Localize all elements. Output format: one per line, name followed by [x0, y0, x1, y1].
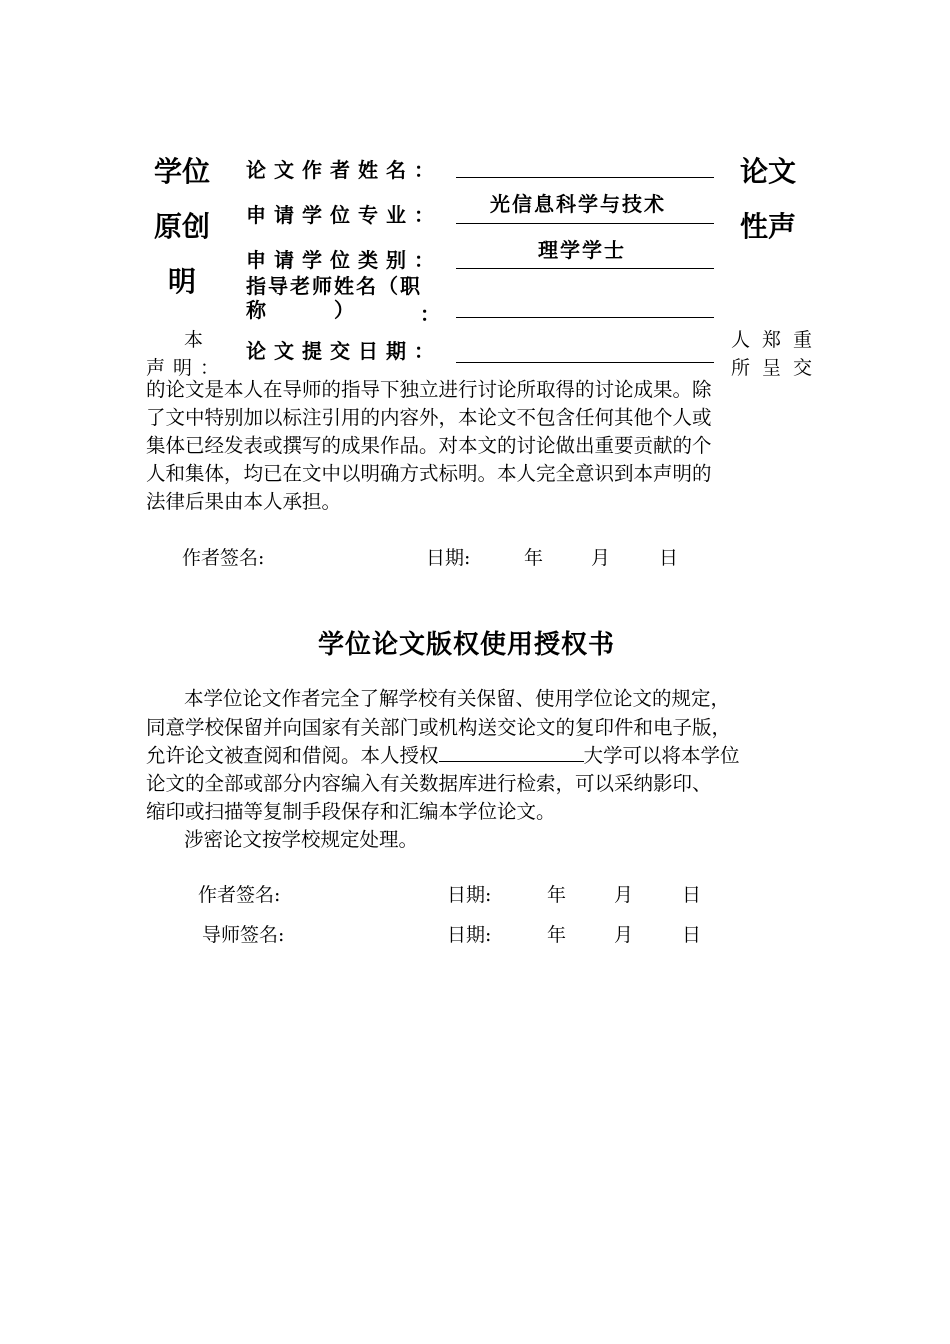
side-right-top: 人郑重	[731, 329, 825, 351]
authorization-line-1: 本学位论文作者完全了解学校有关保留、使用学位论文的规定，	[184, 687, 731, 710]
authorization-line-2: 同意学校保留并向国家有关部门或机构送交论文的复印件和电子版，	[146, 716, 732, 739]
heading-right-2: 性声	[740, 210, 797, 243]
heading-left-2: 原创	[154, 210, 211, 243]
heading-right-1: 论文	[740, 155, 797, 188]
authorization-line-5: 缩印或扫描等复制手段保存和汇编本学位论文。	[146, 800, 556, 823]
submit-date-label: 论文提交日期：	[246, 339, 442, 363]
declaration-line-2: 了文中特别加以标注引用的内容外，本论文不包含任何其他个人或	[146, 406, 712, 429]
degree-type-value: 理学学士	[538, 238, 626, 262]
advisor-label-line2b: ）	[334, 298, 356, 322]
declaration-line-5: 法律后果由本人承担。	[146, 490, 342, 513]
authorization-line-3-before: 允许论文被查阅和借阅。本人授权	[146, 744, 439, 767]
auth-author-year-label: 年	[547, 884, 567, 906]
advisor-label-line1: 指导老师姓名（职	[246, 274, 422, 298]
declaration-date-label: 日期:	[426, 547, 471, 569]
major-value: 光信息科学与技术	[490, 192, 666, 216]
auth-author-signature-label: 作者签名:	[198, 884, 281, 906]
degree-type-label: 申请学位类别：	[246, 248, 442, 272]
advisor-label-line2c: ：	[420, 302, 442, 326]
side-left-top: 本	[184, 329, 216, 351]
heading-left-3: 明	[168, 265, 197, 298]
auth-advisor-month-label: 月	[614, 924, 634, 946]
major-label: 申请学位专业：	[246, 203, 442, 227]
declaration-line-1: 的论文是本人在导师的指导下独立进行讨论所取得的讨论成果。除	[146, 378, 712, 401]
auth-advisor-date-label: 日期:	[447, 924, 492, 946]
author-name-line	[456, 177, 714, 178]
university-name-blank	[439, 743, 584, 762]
heading-left-1: 学位	[154, 155, 211, 188]
auth-advisor-signature-label: 导师签名:	[202, 924, 285, 946]
advisor-line	[456, 317, 714, 318]
side-left-bottom: 声明：	[146, 357, 228, 379]
authorization-line-3-after: 大学可以将本学位	[583, 744, 740, 767]
declaration-day-label: 日	[659, 547, 679, 569]
declaration-year-label: 年	[524, 547, 544, 569]
degree-type-line	[456, 268, 714, 269]
declaration-line-3: 集体已经发表或撰写的成果作品。对本文的讨论做出重要贡献的个	[146, 434, 712, 457]
advisor-label-line2a: 称	[246, 298, 268, 322]
authorization-line-3	[146, 741, 740, 771]
declaration-line-4: 人和集体，均已在文中以明确方式标明。本人完全意识到本声明的	[146, 462, 712, 485]
author-name-label: 论文作者姓名：	[246, 158, 442, 182]
side-right-bottom: 所呈交	[731, 357, 825, 379]
auth-advisor-year-label: 年	[547, 924, 567, 946]
auth-author-month-label: 月	[614, 884, 634, 906]
authorization-line-6: 涉密论文按学校规定处理。	[184, 828, 419, 851]
authorization-title: 学位论文版权使用授权书	[318, 630, 616, 660]
auth-advisor-day-label: 日	[682, 924, 702, 946]
major-line	[456, 223, 714, 224]
declaration-author-signature-label: 作者签名:	[182, 547, 265, 569]
submit-date-line	[456, 362, 714, 363]
declaration-month-label: 月	[591, 547, 611, 569]
auth-author-date-label: 日期:	[447, 884, 492, 906]
authorization-line-4: 论文的全部或部分内容编入有关数据库进行检索，可以采纳影印、	[146, 772, 712, 795]
auth-author-day-label: 日	[682, 884, 702, 906]
